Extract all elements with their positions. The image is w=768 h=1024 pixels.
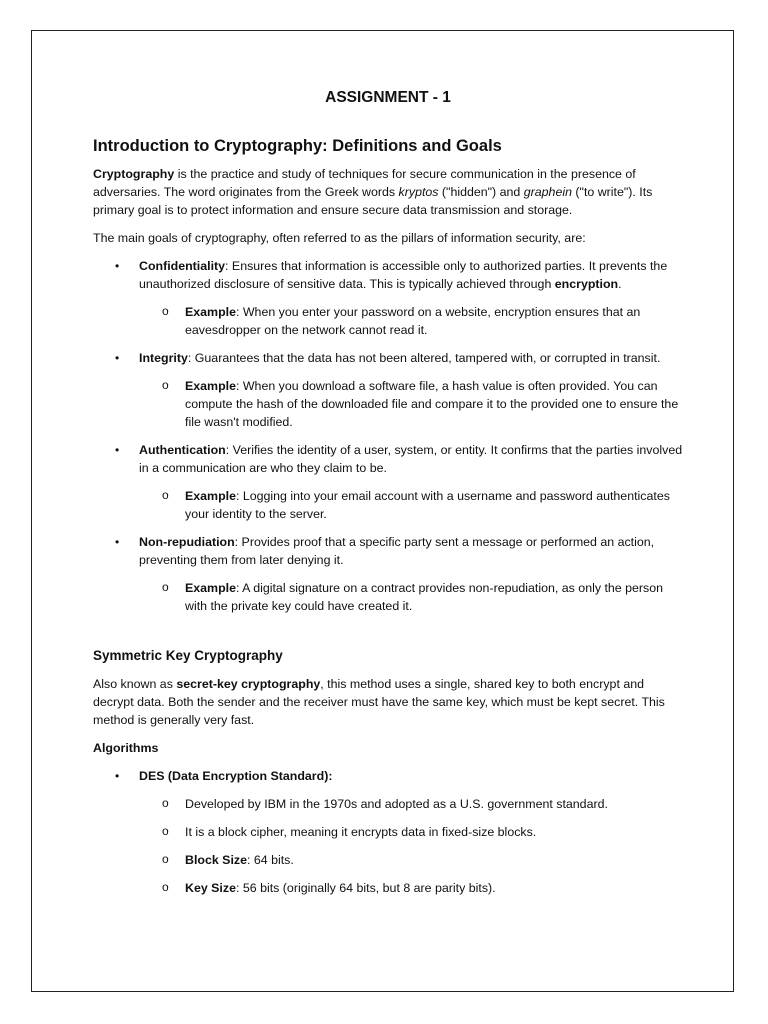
- goal-example-list: [139, 487, 683, 523]
- goal-example: o Example: When you download a software file, a hash value is often provided. You can compute the hash of the downloaded file and compare it to the provided one to ensure the file wasn't modified.: [162, 378, 679, 429]
- goal-non-repudiation: • Non-repudiation: Provides proof that a specific party sent a message or performed an action, preventing them from later denying it. o Example: A digital signature on a contract provides non-repudiation, as only the person with the private key could have created it.: [93, 533, 683, 615]
- bullet-icon: •: [115, 351, 120, 365]
- goal-example-list: [139, 303, 683, 339]
- document-page: [31, 30, 734, 992]
- intro-paragraph-2: The main goals of cryptography, often referred to as the pillars of information security, are:: [93, 231, 586, 245]
- des-detail: o It is a block cipher, meaning it encrypts data in fixed-size blocks.: [162, 824, 537, 839]
- des-detail: o Developed by IBM in the 1970s and adopted as a U.S. government standard.: [162, 796, 608, 811]
- goal-example: o Example: When you enter your password on a website, encryption ensures that an eavesdropper on the network cannot read it.: [162, 304, 641, 337]
- sub-bullet-icon: o: [162, 824, 169, 838]
- algorithms-label: Algorithms: [93, 741, 159, 755]
- symmetric-paragraph: Also known as secret-key cryptography, this method uses a single, shared key to both encrypt and decrypt data. Both the sender and the receiver must have the same key, which must be kept secret. This method is generally very fast.: [93, 677, 665, 727]
- bullet-icon: •: [115, 535, 120, 549]
- goal-authentication: • Authentication: Verifies the identity of a user, system, or entity. It confirms that the parties involved in a communication are who they claim to be. o Example: Logging into your email account with a username and password authenticates your identity to the server.: [115, 443, 683, 521]
- goal-example-list: [139, 377, 683, 431]
- goal-confidentiality: • Confidentiality: Ensures that information is accessible only to authorized parties. It prevents the unauthorized disclosure of sensitive data. This is typically achieved through encryption. o Example: When you enter your password on a website, encryption ensures that an eavesdropper on the network cannot read it.: [93, 257, 683, 339]
- sub-bullet-icon: o: [162, 880, 169, 894]
- algorithms-list: [93, 767, 683, 897]
- word-graphein: graphein: [523, 185, 572, 199]
- bullet-icon: •: [115, 259, 120, 273]
- sub-bullet-icon: o: [162, 852, 169, 866]
- word-kryptos: kryptos: [398, 185, 439, 199]
- des-details-list: [139, 795, 683, 897]
- intro-heading: Introduction to Cryptography: Definitions and Goals: [93, 137, 502, 155]
- algorithm-des: • DES (Data Encryption Standard): o Developed by IBM in the 1970s and adopted as a U.S. government standard. o It is a block cipher, meaning it encrypts data in fixed-size blocks. o Block Size: 64 bits. o Key Size: 56 bits (originally 64 bits, but 8 are parity bits).: [93, 767, 683, 897]
- goal-example-list: [139, 579, 683, 615]
- sub-bullet-icon: o: [162, 378, 169, 392]
- bullet-icon: •: [115, 769, 120, 783]
- sub-bullet-icon: o: [162, 488, 169, 502]
- goal-example: o Example: A digital signature on a contract provides non-repudiation, as only the person with the private key could have created it.: [162, 580, 664, 613]
- sub-bullet-icon: o: [162, 304, 169, 318]
- sub-bullet-icon: o: [162, 580, 169, 594]
- assignment-title: ASSIGNMENT - 1: [325, 89, 451, 106]
- term-cryptography: Cryptography: [93, 167, 175, 181]
- goal-example: o Example: Logging into your email account with a username and password authenticates your identity to the server.: [162, 488, 670, 521]
- page-content: [93, 89, 683, 907]
- goals-list: [93, 257, 683, 615]
- sub-bullet-icon: o: [162, 796, 169, 810]
- intro-paragraph-1: Cryptography is the practice and study of techniques for secure communication in the presence of adversaries. The word originates from the Greek words kryptos ("hidden") and graphein ("to write"). Its primary goal is to protect information and ensure secure data transmission and storage.: [93, 167, 653, 217]
- des-detail: o Key Size: 56 bits (originally 64 bits, but 8 are parity bits).: [162, 880, 496, 895]
- section-spacer: [93, 625, 683, 647]
- bullet-icon: •: [115, 443, 120, 457]
- goal-integrity: • Integrity: Guarantees that the data has not been altered, tampered with, or corrupted in transit. o Example: When you download a software file, a hash value is often provided. You can compute the hash of the downloaded file and compare it to the provided one to ensure the file wasn't modified.: [93, 349, 683, 431]
- des-detail: o Block Size: 64 bits.: [162, 852, 294, 867]
- symmetric-heading: Symmetric Key Cryptography: [93, 648, 283, 663]
